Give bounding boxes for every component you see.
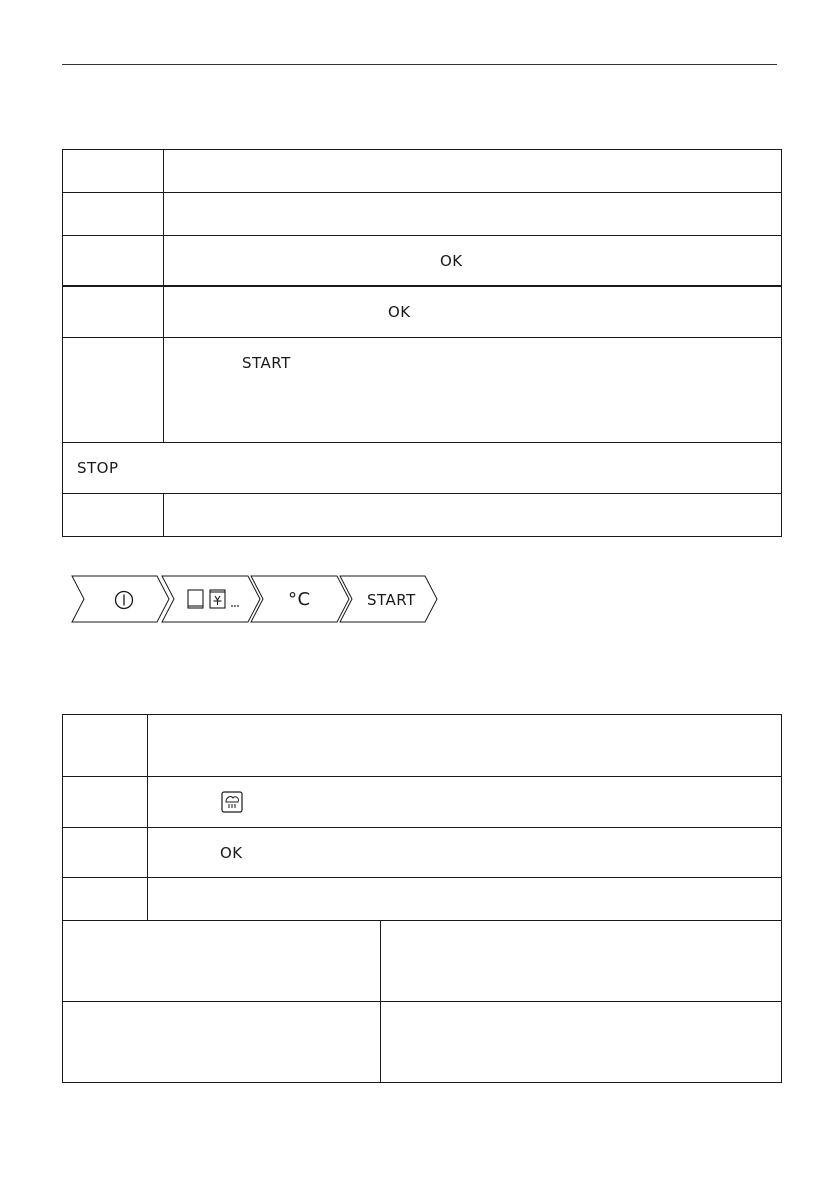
step-text [164,150,782,193]
table-row [63,236,782,287]
step-text [164,494,782,537]
ellipsis-icon [231,605,239,607]
start-button-label: START [242,354,291,372]
step-text [148,715,782,777]
table-row [63,777,782,828]
step-cell [63,777,148,828]
table-row [63,443,782,494]
step-cell [63,286,164,338]
step-text [164,236,782,287]
header-rule [62,64,777,65]
sequence-step-functions [162,576,260,622]
table-row [63,715,782,777]
step-cell [63,150,164,193]
operation-sequence [70,575,440,625]
info-cell-left [63,1002,381,1083]
table-row [63,921,782,1002]
step-cell [63,193,164,236]
table-row [63,286,782,338]
ok-button-label: OK [440,251,463,270]
step-text [148,878,782,921]
sequence-step-power [72,576,169,622]
power-icon [116,592,133,609]
heating-function-icons [188,590,225,608]
steam-function-icon [221,791,243,813]
ok-button-label: OK [388,303,411,321]
table-row [63,338,782,443]
table-row [63,1002,782,1083]
table-row [63,828,782,878]
step-text [148,828,782,878]
stop-row-text [63,443,782,494]
step-text [164,193,782,236]
step-cell [63,715,148,777]
step-text [148,777,782,828]
step-cell [63,236,164,287]
info-cell-left [63,921,381,1002]
table-row [63,193,782,236]
step-text [164,338,782,443]
info-cell-right [381,1002,782,1083]
info-table [62,920,782,1083]
steps-table-1 [62,149,782,537]
table-row [63,878,782,921]
step-cell [63,878,148,921]
step-cell [63,494,164,537]
stop-button-label: STOP [77,459,119,477]
temperature-label: °C [288,589,311,610]
sequence-start-label: START [367,591,416,609]
steps-table-2 [62,714,782,921]
step-cell [63,338,164,443]
table-row [63,150,782,193]
table-row [63,494,782,537]
step-text [164,286,782,338]
ok-button-label: OK [220,843,243,862]
info-cell-right [381,921,782,1002]
step-cell [63,828,148,878]
